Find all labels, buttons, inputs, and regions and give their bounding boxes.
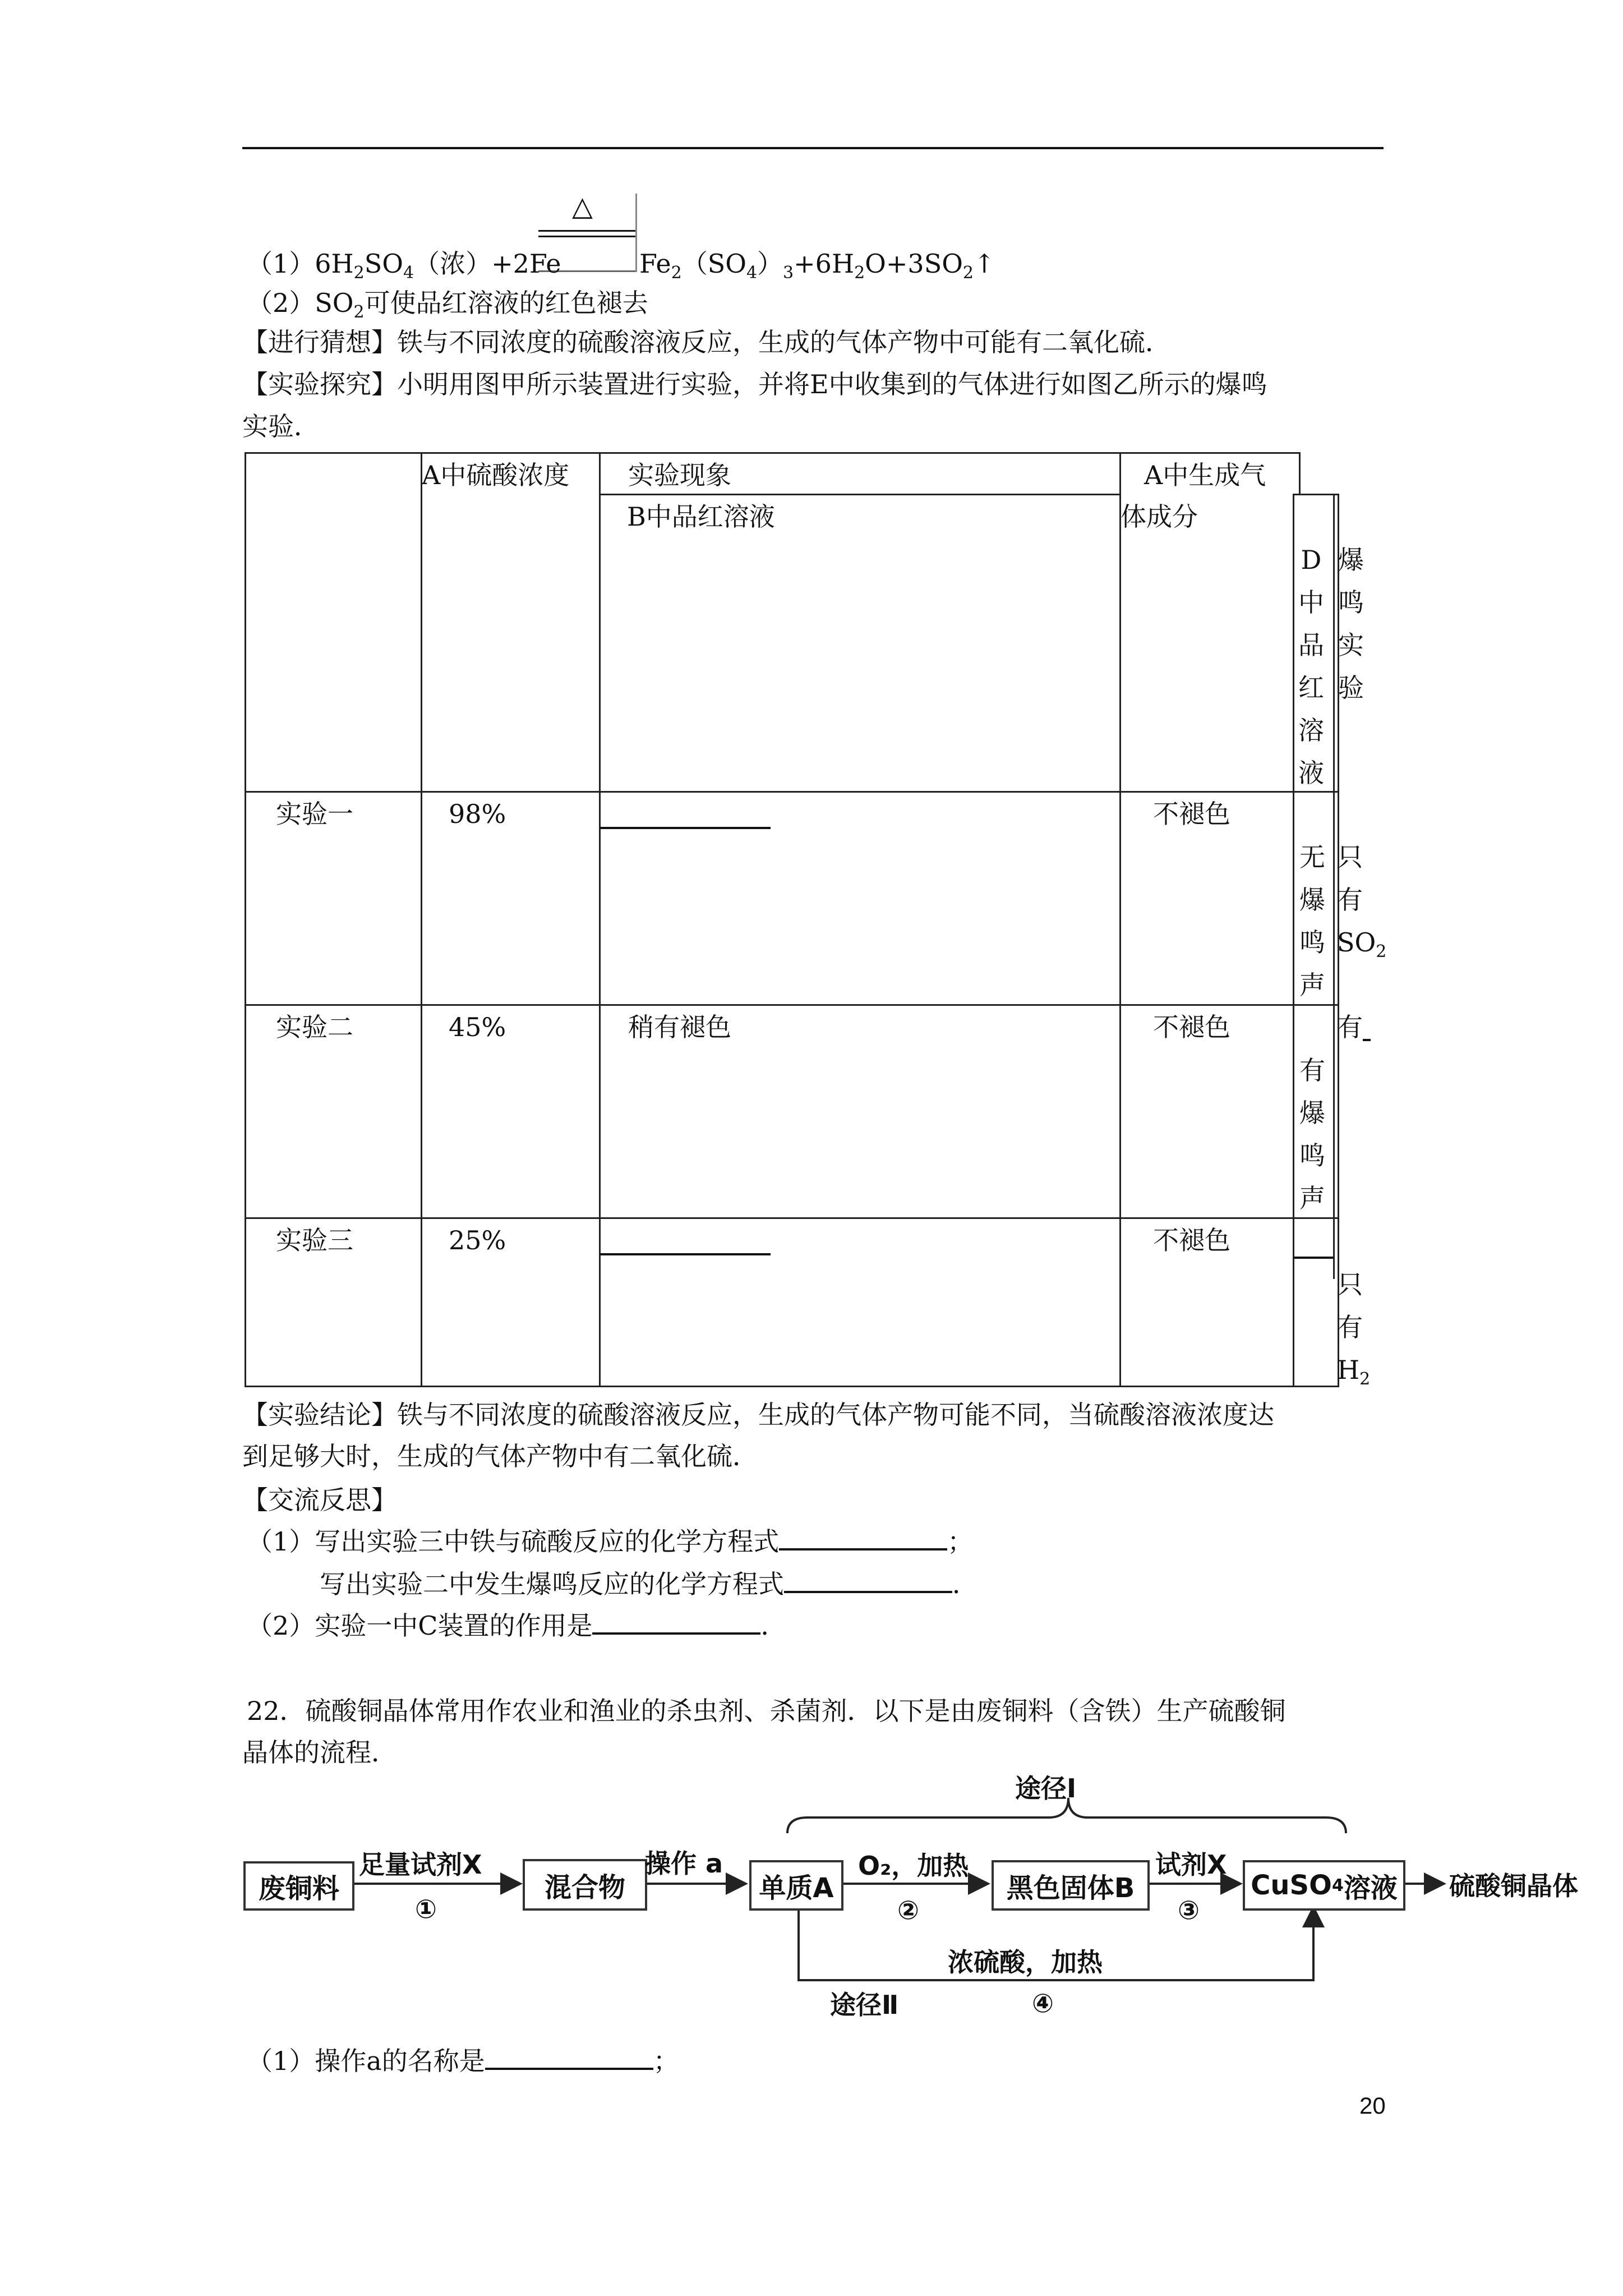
question-1: （1）写出实验三中铁与硫酸反应的化学方程式 ； — [247, 1526, 974, 1557]
problem-22-cont: 晶体的流程． — [242, 1737, 397, 1768]
row3-gas: 只有$H_2$ — [1337, 1269, 1371, 1389]
step1-number: ① — [415, 1894, 437, 1924]
cuso4-solution-box: CuSO 4 溶液 — [1243, 1860, 1405, 1911]
row1-name: 实验一 — [276, 799, 353, 829]
mixture-box: 混合物 — [523, 1859, 647, 1911]
reaction-rhs: $Fe_2(SO_4)_3+6H_2O+3SO_2↑$ — [639, 249, 995, 283]
row1-conc: 98% — [449, 799, 506, 829]
row1-boom: 无爆鸣声 — [1299, 842, 1325, 1000]
problem-22: 22．硫酸铜晶体常用作农业和渔业的杀虫剂、杀菌剂．以下是由废铜料（含铁）生产硫酸铜 — [247, 1696, 1286, 1726]
row2-boom: 有爆鸣声 — [1299, 1055, 1325, 1213]
answer-blank-4[interactable] — [485, 2045, 653, 2070]
step3-number: ③ — [1178, 1895, 1200, 1925]
step2-number: ② — [897, 1895, 919, 1925]
arrow4-label: 试剂X — [1155, 1849, 1227, 1880]
arrow5-label: 浓硫酸，加热 — [948, 1947, 1103, 1977]
row2-d: 不褪色 — [1153, 1012, 1230, 1042]
row2-name: 实验二 — [276, 1012, 353, 1042]
step4-number: ④ — [1032, 1988, 1054, 2018]
experiment-intro-2: 实验． — [242, 411, 320, 441]
black-solid-b-box: 黑色固体B — [992, 1860, 1150, 1911]
info-line-2: $(2)SO_2$可使品红溶液的红色褪去 — [247, 288, 648, 322]
heat-condition: △ — [572, 191, 593, 222]
question-22-1: （1）操作a的名称是 ； — [247, 2046, 679, 2076]
row3-d: 不褪色 — [1153, 1225, 1230, 1255]
hypothesis: 【进行猜想】铁与不同浓度的硫酸溶液反应，生成的气体产物中可能有二氧化硫． — [242, 327, 1171, 357]
waste-copper-box: 废铜料 — [243, 1861, 354, 1911]
header-boom-test: 爆鸣实验 — [1338, 545, 1364, 703]
route-2-label: 途径Ⅱ — [830, 1990, 899, 2020]
conclusion-1: 【实验结论】铁与不同浓度的硫酸溶液反应，生成的气体产物可能不同，当硫酸溶液浓度达 — [242, 1400, 1274, 1430]
element-a-box: 单质A — [749, 1860, 843, 1911]
reflection-heading: 【交流反思】 — [242, 1485, 397, 1515]
header-gas-2: 体成分 — [1121, 501, 1198, 532]
row3-name: 实验三 — [276, 1225, 353, 1255]
copper-sulfate-crystal: 硫酸铜晶体 — [1449, 1871, 1578, 1901]
question-1b: 写出实验二中发生爆鸣反应的化学方程式 ． — [320, 1569, 978, 1599]
row1-d: 不褪色 — [1153, 799, 1230, 829]
header-concentration: A中硫酸浓度 — [422, 460, 570, 490]
row3-conc: 25% — [449, 1225, 506, 1255]
arrow3-label: O₂，加热 — [858, 1851, 969, 1881]
route-1-label: 途径Ⅰ — [1015, 1773, 1077, 1803]
reaction-lhs: $(1)6H_2SO_4$（浓）+2Fe — [247, 249, 561, 283]
arrow1-label: 足量试剂X — [359, 1849, 482, 1880]
header-d-solution: D中品红溶液 — [1298, 545, 1324, 788]
conclusion-2: 到足够大时，生成的气体产物中有二氧化硫． — [242, 1441, 758, 1471]
header-phenomenon: 实验现象 — [628, 460, 731, 490]
row2-gas: 有 — [1337, 1012, 1363, 1042]
page-number: 20 — [1359, 2092, 1386, 2119]
row1-gas: 只有$SO_2$ — [1337, 842, 1387, 961]
question-2: （2）实验一中C装置的作用是 ． — [247, 1611, 787, 1641]
arrow2-label: 操作 a — [645, 1848, 723, 1879]
header-b-solution: B中品红溶液 — [627, 501, 775, 532]
row2-b: 稍有褪色 — [628, 1012, 731, 1042]
row2-conc: 45% — [449, 1012, 506, 1042]
experiment-intro: 【实验探究】小明用图甲所示装置进行实验，并将E中收集到的气体进行如图乙所示的爆鸣 — [242, 369, 1267, 399]
header-gas-1: A中生成气 — [1144, 460, 1266, 490]
